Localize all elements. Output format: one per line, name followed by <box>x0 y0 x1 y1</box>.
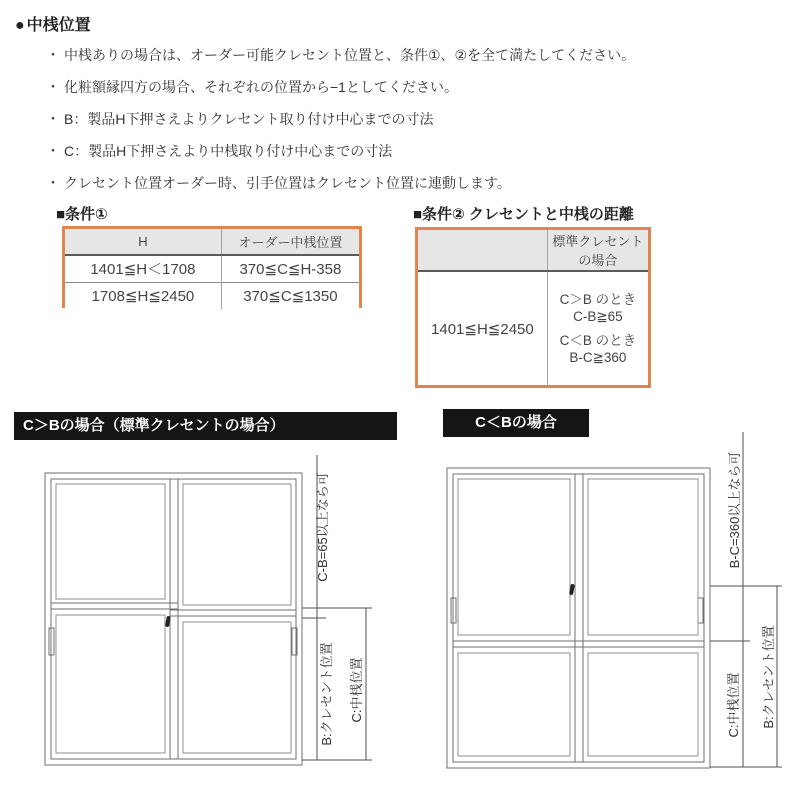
condition1-table <box>62 226 362 308</box>
condition2-table <box>415 227 651 388</box>
table-cell-rules <box>547 271 648 385</box>
bullet-icon: ・ <box>46 47 60 63</box>
glass-pane <box>458 479 570 635</box>
section-dot-icon: ● <box>15 17 25 34</box>
col-header-order-rail-pos: オーダー中桟位置 <box>221 229 359 255</box>
window-outer-frame <box>447 468 710 768</box>
table-cell: 370≦C≦H-358 <box>221 255 359 282</box>
notes-list <box>46 45 635 205</box>
glass-pane <box>56 484 165 599</box>
blank-header-cell <box>418 230 547 271</box>
glass-pane <box>183 622 291 753</box>
table-cell: 370≦C≦1350 <box>221 282 359 309</box>
window-outer-frame <box>45 473 302 765</box>
bullet-icon: ・ <box>46 143 60 159</box>
rule-case: C＞B のとき C-B≧65 <box>559 292 637 324</box>
dim-label-gap: C-B=65以上なら可 <box>315 472 330 582</box>
glass-pane <box>458 653 570 756</box>
dim-label-rail-position: C:中桟位置 <box>349 657 364 723</box>
rule-case: C＜B のとき B-C≧360 <box>559 333 637 365</box>
bullet-icon: ・ <box>46 79 60 95</box>
note-item: ・ 化粧額縁四方の場合、それぞれの位置から−1としてください。 <box>46 79 458 95</box>
glass-pane <box>183 484 291 605</box>
note-item: ・ クレセント位置オーダー時、引手位置はクレセント位置に連動します。 <box>46 175 511 191</box>
condition2-heading: ■条件② クレセントと中桟の距離 <box>413 206 634 223</box>
dim-label-gap: B-C=360以上なら可 <box>727 451 742 569</box>
dim-label-rail-position: C:中桟位置 <box>726 672 741 738</box>
dim-label-crescent-position: B:クレセント位置 <box>761 625 776 729</box>
note-item: ・ C：製品H下押さえより中桟取り付け中心までの寸法 <box>46 143 393 159</box>
note-item: ・ B：製品H下押さえよりクレセント取り付け中心までの寸法 <box>46 111 434 127</box>
case-banner-c-lt-b: C＜Bの場合 <box>443 409 589 437</box>
dim-label-crescent-position: B:クレセント位置 <box>319 642 334 746</box>
bullet-icon: ・ <box>46 111 60 127</box>
condition1-heading: ■条件① <box>56 206 108 223</box>
window-diagram-left <box>40 450 385 790</box>
page-title-text: 中桟位置 <box>26 17 91 34</box>
table-cell: 1708≦H≦2450 <box>65 282 221 309</box>
col-header-standard-crescent: 標準クレセント の場合 <box>547 230 648 271</box>
glass-pane <box>588 479 698 635</box>
bullet-icon: ・ <box>46 175 60 191</box>
col-header-h: H <box>65 229 221 255</box>
case-banner-c-gt-b: C＞Bの場合（標準クレセントの場合） <box>14 412 397 440</box>
table-cell: 1401≦H＜1708 <box>65 255 221 282</box>
glass-pane <box>588 653 698 756</box>
table-cell-h-range: 1401≦H≦2450 <box>418 271 547 385</box>
glass-pane <box>56 615 165 753</box>
note-item: ・ 中桟ありの場合は、オーダー可能クレセント位置と、条件①、②を全て満たしてください。 <box>46 47 636 63</box>
window-diagram-right <box>440 425 795 780</box>
handle-mark <box>698 598 703 623</box>
page-title <box>15 12 91 35</box>
